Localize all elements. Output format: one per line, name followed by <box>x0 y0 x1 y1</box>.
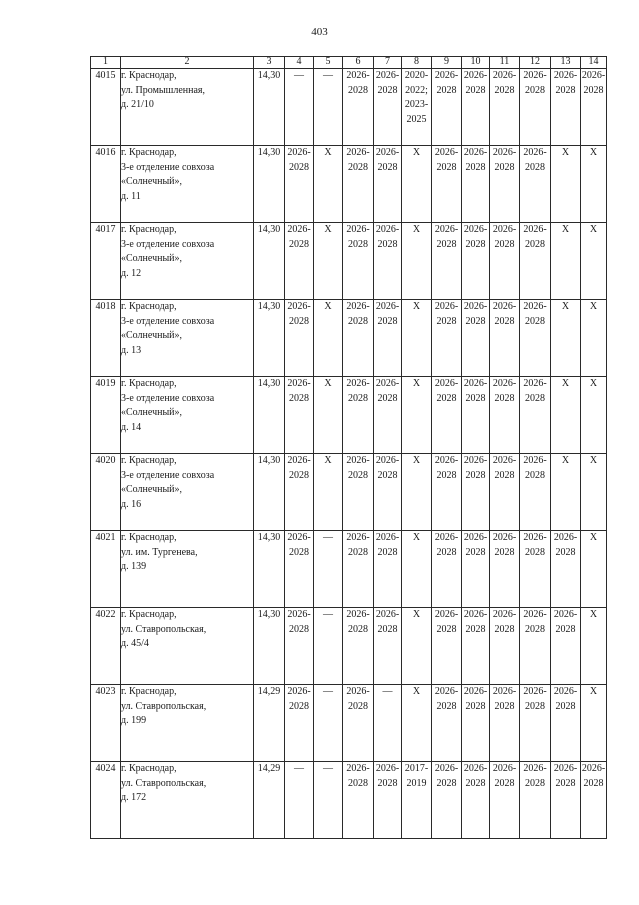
area-cell: 14,30 <box>254 608 285 685</box>
period-cell: 2017- 2019 <box>402 762 432 839</box>
area-cell: 14,29 <box>254 685 285 762</box>
period-cell: 2026- 2028 <box>374 146 402 223</box>
period-cell: — <box>314 608 343 685</box>
period-cell: 2026- 2028 <box>432 685 462 762</box>
period-cell: 2026- 2028 <box>285 685 314 762</box>
period-cell: X <box>581 223 607 300</box>
address-cell: г. Краснодар, 3-е отделение совхоза «Солнечный», д. 16 <box>121 454 254 531</box>
column-header: 12 <box>520 57 551 69</box>
table-row <box>91 454 607 531</box>
period-cell: 2026- 2028 <box>520 608 551 685</box>
period-cell: 2026- 2028 <box>462 377 490 454</box>
period-cell: 2026- 2028 <box>374 223 402 300</box>
table-row <box>91 608 607 685</box>
address-cell: г. Краснодар, ул. им. Тургенева, д. 139 <box>121 531 254 608</box>
period-cell: X <box>402 531 432 608</box>
period-cell: X <box>402 223 432 300</box>
period-cell: 2026- 2028 <box>490 685 520 762</box>
table-row <box>91 223 607 300</box>
period-cell: 2026- 2028 <box>285 146 314 223</box>
period-cell: 2026- 2028 <box>432 531 462 608</box>
period-cell: 2026- 2028 <box>581 762 607 839</box>
column-header: 9 <box>432 57 462 69</box>
column-header: 1 <box>91 57 121 69</box>
period-cell: X <box>551 454 581 531</box>
period-cell: 2026- 2028 <box>343 685 374 762</box>
period-cell: 2026- 2028 <box>551 531 581 608</box>
period-cell: X <box>581 146 607 223</box>
period-cell: 2026- 2028 <box>343 762 374 839</box>
period-cell: 2026- 2028 <box>432 762 462 839</box>
page-number: 403 <box>311 26 328 38</box>
column-header: 4 <box>285 57 314 69</box>
period-cell: 2026- 2028 <box>462 146 490 223</box>
period-cell: 2026- 2028 <box>343 608 374 685</box>
period-cell: X <box>581 608 607 685</box>
address-cell: г. Краснодар, ул. Ставропольская, д. 172 <box>121 762 254 839</box>
period-cell: 2020- 2022; 2023- 2025 <box>402 69 432 146</box>
period-cell: 2026- 2028 <box>520 685 551 762</box>
period-cell: 2026- 2028 <box>432 223 462 300</box>
period-cell: — <box>314 69 343 146</box>
period-cell: 2026- 2028 <box>462 300 490 377</box>
address-cell: г. Краснодар, ул. Ставропольская, д. 199 <box>121 685 254 762</box>
period-cell: 2026- 2028 <box>343 300 374 377</box>
address-cell: г. Краснодар, ул. Ставропольская, д. 45/4 <box>121 608 254 685</box>
period-cell: X <box>314 377 343 454</box>
period-cell: 2026- 2028 <box>285 300 314 377</box>
row-number: 4024 <box>91 762 121 839</box>
column-header: 8 <box>402 57 432 69</box>
area-cell: 14,30 <box>254 300 285 377</box>
row-number: 4018 <box>91 300 121 377</box>
period-cell: 2026- 2028 <box>520 377 551 454</box>
period-cell: X <box>551 146 581 223</box>
period-cell: 2026- 2028 <box>374 300 402 377</box>
period-cell: X <box>402 454 432 531</box>
period-cell: 2026- 2028 <box>343 146 374 223</box>
area-cell: 14,30 <box>254 454 285 531</box>
period-cell: X <box>581 454 607 531</box>
period-cell: 2026- 2028 <box>520 300 551 377</box>
period-cell: 2026- 2028 <box>374 454 402 531</box>
table-row <box>91 531 607 608</box>
period-cell: 2026- 2028 <box>343 454 374 531</box>
period-cell: X <box>314 454 343 531</box>
period-cell: 2026- 2028 <box>343 223 374 300</box>
column-header: 2 <box>121 57 254 69</box>
address-cell: г. Краснодар, ул. Промышленная, д. 21/10 <box>121 69 254 146</box>
period-cell: 2026- 2028 <box>462 69 490 146</box>
period-cell: 2026- 2028 <box>520 454 551 531</box>
column-header: 14 <box>581 57 607 69</box>
period-cell: X <box>314 146 343 223</box>
table-row <box>91 377 607 454</box>
table-row <box>91 300 607 377</box>
period-cell: 2026- 2028 <box>374 377 402 454</box>
period-cell: 2026- 2028 <box>462 223 490 300</box>
period-cell: X <box>581 377 607 454</box>
table-body <box>91 69 607 839</box>
column-header: 11 <box>490 57 520 69</box>
period-cell: 2026- 2028 <box>490 454 520 531</box>
period-cell: 2026- 2028 <box>432 377 462 454</box>
column-header: 5 <box>314 57 343 69</box>
table-row <box>91 762 607 839</box>
period-cell: X <box>402 300 432 377</box>
header-row <box>91 57 607 69</box>
period-cell: X <box>551 300 581 377</box>
row-number: 4017 <box>91 223 121 300</box>
period-cell: 2026- 2028 <box>490 608 520 685</box>
period-cell: 2026- 2028 <box>432 146 462 223</box>
period-cell: 2026- 2028 <box>432 69 462 146</box>
period-cell: 2026- 2028 <box>490 762 520 839</box>
area-cell: 14,30 <box>254 69 285 146</box>
row-number: 4021 <box>91 531 121 608</box>
column-header: 6 <box>343 57 374 69</box>
period-cell: 2026- 2028 <box>343 377 374 454</box>
period-cell: X <box>581 300 607 377</box>
area-cell: 14,30 <box>254 377 285 454</box>
row-number: 4023 <box>91 685 121 762</box>
period-cell: 2026- 2028 <box>462 762 490 839</box>
period-cell: X <box>551 377 581 454</box>
period-cell: 2026- 2028 <box>432 608 462 685</box>
row-number: 4019 <box>91 377 121 454</box>
register-table <box>90 56 607 839</box>
table-row <box>91 69 607 146</box>
table-row <box>91 685 607 762</box>
period-cell: X <box>581 531 607 608</box>
period-cell: — <box>374 685 402 762</box>
column-header: 7 <box>374 57 402 69</box>
period-cell: — <box>285 69 314 146</box>
row-number: 4015 <box>91 69 121 146</box>
period-cell: 2026- 2028 <box>432 454 462 531</box>
period-cell: 2026- 2028 <box>462 531 490 608</box>
period-cell: — <box>285 762 314 839</box>
period-cell: 2026- 2028 <box>462 454 490 531</box>
column-header: 13 <box>551 57 581 69</box>
period-cell: 2026- 2028 <box>520 146 551 223</box>
period-cell: 2026- 2028 <box>581 69 607 146</box>
period-cell: X <box>581 685 607 762</box>
period-cell: 2026- 2028 <box>490 223 520 300</box>
period-cell: 2026- 2028 <box>285 608 314 685</box>
period-cell: X <box>551 223 581 300</box>
row-number: 4020 <box>91 454 121 531</box>
row-number: 4016 <box>91 146 121 223</box>
table-row <box>91 146 607 223</box>
area-cell: 14,30 <box>254 223 285 300</box>
row-number: 4022 <box>91 608 121 685</box>
period-cell: 2026- 2028 <box>551 69 581 146</box>
area-cell: 14,29 <box>254 762 285 839</box>
period-cell: — <box>314 531 343 608</box>
area-cell: 14,30 <box>254 531 285 608</box>
period-cell: 2026- 2028 <box>285 531 314 608</box>
period-cell: 2026- 2028 <box>285 223 314 300</box>
period-cell: 2026- 2028 <box>490 146 520 223</box>
period-cell: — <box>314 762 343 839</box>
period-cell: 2026- 2028 <box>343 531 374 608</box>
period-cell: 2026- 2028 <box>374 608 402 685</box>
period-cell: X <box>402 146 432 223</box>
address-cell: г. Краснодар, 3-е отделение совхоза «Солнечный», д. 12 <box>121 223 254 300</box>
address-cell: г. Краснодар, 3-е отделение совхоза «Солнечный», д. 11 <box>121 146 254 223</box>
period-cell: 2026- 2028 <box>374 69 402 146</box>
period-cell: 2026- 2028 <box>285 377 314 454</box>
period-cell: 2026- 2028 <box>520 531 551 608</box>
period-cell: 2026- 2028 <box>551 685 581 762</box>
period-cell: 2026- 2028 <box>490 531 520 608</box>
period-cell: 2026- 2028 <box>551 762 581 839</box>
period-cell: X <box>314 300 343 377</box>
period-cell: 2026- 2028 <box>285 454 314 531</box>
period-cell: X <box>402 608 432 685</box>
address-cell: г. Краснодар, 3-е отделение совхоза «Солнечный», д. 14 <box>121 377 254 454</box>
period-cell: 2026- 2028 <box>462 608 490 685</box>
column-header: 10 <box>462 57 490 69</box>
period-cell: X <box>402 377 432 454</box>
area-cell: 14,30 <box>254 146 285 223</box>
period-cell: 2026- 2028 <box>343 69 374 146</box>
period-cell: X <box>402 685 432 762</box>
period-cell: X <box>314 223 343 300</box>
address-cell: г. Краснодар, 3-е отделение совхоза «Солнечный», д. 13 <box>121 300 254 377</box>
period-cell: 2026- 2028 <box>374 531 402 608</box>
period-cell: 2026- 2028 <box>490 69 520 146</box>
period-cell: 2026- 2028 <box>520 762 551 839</box>
period-cell: 2026- 2028 <box>551 608 581 685</box>
period-cell: 2026- 2028 <box>520 223 551 300</box>
period-cell: 2026- 2028 <box>462 685 490 762</box>
column-header: 3 <box>254 57 285 69</box>
period-cell: 2026- 2028 <box>374 762 402 839</box>
period-cell: — <box>314 685 343 762</box>
period-cell: 2026- 2028 <box>520 69 551 146</box>
period-cell: 2026- 2028 <box>490 300 520 377</box>
period-cell: 2026- 2028 <box>432 300 462 377</box>
period-cell: 2026- 2028 <box>490 377 520 454</box>
